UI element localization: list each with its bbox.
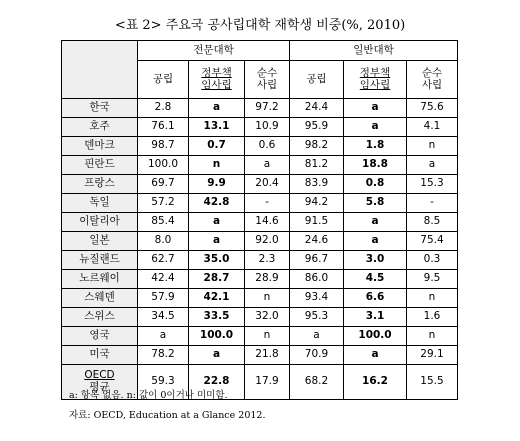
table-row [62, 289, 458, 308]
country-line: 한국 [89, 101, 110, 114]
value-cell: 4.1 [407, 118, 458, 137]
value-cell: 8.0 [138, 232, 189, 251]
value-cell: a [344, 232, 407, 251]
value-cell: 93.4 [290, 289, 344, 308]
country-line: 뉴질랜드 [79, 253, 120, 266]
value-cell: n [245, 327, 290, 346]
country-cell [62, 346, 138, 365]
value-cell: 22.8 [189, 365, 245, 400]
group-header: 일반대학 [290, 41, 458, 61]
country-line: 독일 [89, 196, 110, 209]
value-cell: 21.8 [245, 346, 290, 365]
value-cell: 34.5 [138, 308, 189, 327]
value-cell: 24.6 [290, 232, 344, 251]
value-cell: 81.2 [290, 156, 344, 175]
value-cell: 0.3 [407, 251, 458, 270]
country-line: 호주 [89, 120, 110, 133]
value-cell: 16.2 [344, 365, 407, 400]
column-header [344, 61, 407, 99]
group-header: 전문대학 [138, 41, 290, 61]
country-cell [62, 308, 138, 327]
table-row [62, 251, 458, 270]
value-cell: 95.9 [290, 118, 344, 137]
value-cell: 8.5 [407, 213, 458, 232]
value-cell: 0.7 [189, 137, 245, 156]
value-cell: 9.9 [189, 175, 245, 194]
column-header-line: 임사립 [201, 78, 232, 91]
notes [69, 386, 265, 426]
value-cell: 4.5 [344, 270, 407, 289]
value-cell: n [245, 289, 290, 308]
country-line: 일본 [89, 234, 110, 247]
table-title: <표 2> 주요국 공사립대학 재학생 비중(%, 2010) [114, 18, 406, 33]
table-row [62, 232, 458, 251]
value-cell: 35.0 [189, 251, 245, 270]
table-row [62, 346, 458, 365]
value-cell: 100.0 [138, 156, 189, 175]
table-row [62, 270, 458, 289]
country-line: 스위스 [84, 310, 115, 323]
value-cell: 13.1 [189, 118, 245, 137]
value-cell: 14.6 [245, 213, 290, 232]
table-row [62, 327, 458, 346]
value-cell: a [344, 99, 407, 118]
value-cell: 20.4 [245, 175, 290, 194]
column-header [138, 61, 189, 99]
column-header [189, 61, 245, 99]
value-cell: 78.2 [138, 346, 189, 365]
value-cell: a [245, 156, 290, 175]
column-header [290, 61, 344, 99]
table-row [62, 175, 458, 194]
value-cell: 62.7 [138, 251, 189, 270]
country-line: 이탈리아 [79, 215, 120, 228]
value-cell: 3.0 [344, 251, 407, 270]
column-header-line: 순수 [421, 66, 443, 79]
value-cell: n [407, 327, 458, 346]
value-cell: 59.3 [138, 365, 189, 400]
column-header-line: 공립 [152, 72, 174, 85]
value-cell: a [138, 327, 189, 346]
value-cell: a [344, 213, 407, 232]
value-cell: n [189, 156, 245, 175]
value-cell: 2.8 [138, 99, 189, 118]
country-cell [62, 99, 138, 118]
value-cell: 6.6 [344, 289, 407, 308]
table-body [62, 99, 458, 400]
country-cell [62, 270, 138, 289]
column-header [245, 61, 290, 99]
value-cell: 100.0 [189, 327, 245, 346]
value-cell: 96.7 [290, 251, 344, 270]
table-row [62, 194, 458, 213]
country-cell [62, 232, 138, 251]
column-header-line: 정부책 [201, 66, 232, 79]
value-cell: 69.7 [138, 175, 189, 194]
column-header-line: 공립 [306, 72, 327, 85]
country-cell [62, 251, 138, 270]
country-line: 덴마크 [84, 139, 115, 152]
value-cell: 15.3 [407, 175, 458, 194]
country-line: 스웨덴 [84, 291, 115, 304]
value-cell: 100.0 [344, 327, 407, 346]
country-line: 평균 [89, 381, 110, 393]
value-cell: - [245, 194, 290, 213]
value-cell: 92.0 [245, 232, 290, 251]
value-cell: 0.8 [344, 175, 407, 194]
legend-note: a: 항목 없음. n: 값이 0이거나 미미함. [69, 390, 228, 401]
value-cell: 57.9 [138, 289, 189, 308]
country-cell [62, 327, 138, 346]
value-cell: 15.5 [407, 365, 458, 400]
country-cell [62, 289, 138, 308]
value-cell: 28.7 [189, 270, 245, 289]
value-cell: a [407, 156, 458, 175]
country-cell [62, 194, 138, 213]
column-header-line: 사립 [256, 78, 278, 91]
value-cell: 57.2 [138, 194, 189, 213]
country-line: 핀란드 [84, 158, 115, 171]
value-cell: 94.2 [290, 194, 344, 213]
value-cell: 68.2 [290, 365, 344, 400]
table-row [62, 137, 458, 156]
value-cell: 91.5 [290, 213, 344, 232]
value-cell: a [189, 213, 245, 232]
value-cell: 70.9 [290, 346, 344, 365]
value-cell: a [344, 118, 407, 137]
column-header-line: 정부책 [359, 66, 391, 79]
table-row [62, 118, 458, 137]
value-cell: a [189, 346, 245, 365]
value-cell: 1.6 [407, 308, 458, 327]
value-cell: - [407, 194, 458, 213]
value-cell: 10.9 [245, 118, 290, 137]
value-cell: 1.8 [344, 137, 407, 156]
value-cell: 42.1 [189, 289, 245, 308]
value-cell: 42.4 [138, 270, 189, 289]
value-cell: 32.0 [245, 308, 290, 327]
value-cell: a [290, 327, 344, 346]
column-header-line: 순수 [256, 66, 278, 79]
value-cell: a [189, 232, 245, 251]
value-cell: a [344, 346, 407, 365]
country-cell [62, 175, 138, 194]
value-cell: 95.3 [290, 308, 344, 327]
value-cell: 75.4 [407, 232, 458, 251]
column-header [407, 61, 458, 99]
value-cell: 86.0 [290, 270, 344, 289]
value-cell: 98.2 [290, 137, 344, 156]
country-cell [62, 213, 138, 232]
value-cell: 33.5 [189, 308, 245, 327]
country-cell [62, 137, 138, 156]
value-cell: a [189, 99, 245, 118]
country-line: OECD [84, 369, 115, 382]
country-cell [62, 118, 138, 137]
table-row [62, 308, 458, 327]
value-cell: 17.9 [245, 365, 290, 400]
country-line: 노르웨이 [79, 272, 120, 285]
header-corner [62, 41, 138, 99]
table-row [62, 156, 458, 175]
value-cell: 9.5 [407, 270, 458, 289]
country-line: 프랑스 [84, 177, 115, 190]
value-cell: 98.7 [138, 137, 189, 156]
value-cell: 2.3 [245, 251, 290, 270]
source-note: 자료: OECD, Education at a Glance 2012. [69, 410, 266, 421]
value-cell: 18.8 [344, 156, 407, 175]
value-cell: 75.6 [407, 99, 458, 118]
country-cell [62, 156, 138, 175]
country-line: 영국 [89, 329, 110, 342]
column-header-line: 사립 [421, 78, 443, 91]
value-cell: n [407, 137, 458, 156]
table-row [62, 213, 458, 232]
value-cell: 0.6 [245, 137, 290, 156]
value-cell: 3.1 [344, 308, 407, 327]
value-cell: 85.4 [138, 213, 189, 232]
value-cell: 97.2 [245, 99, 290, 118]
column-header-line: 임사립 [359, 78, 391, 91]
enrollment-table [61, 40, 458, 400]
group-header-row [62, 41, 458, 61]
value-cell: 28.9 [245, 270, 290, 289]
value-cell: 83.9 [290, 175, 344, 194]
value-cell: 5.8 [344, 194, 407, 213]
value-cell: 29.1 [407, 346, 458, 365]
value-cell: n [407, 289, 458, 308]
country-line: 미국 [89, 348, 110, 361]
value-cell: 42.8 [189, 194, 245, 213]
table-row [62, 99, 458, 118]
value-cell: 76.1 [138, 118, 189, 137]
value-cell: 24.4 [290, 99, 344, 118]
